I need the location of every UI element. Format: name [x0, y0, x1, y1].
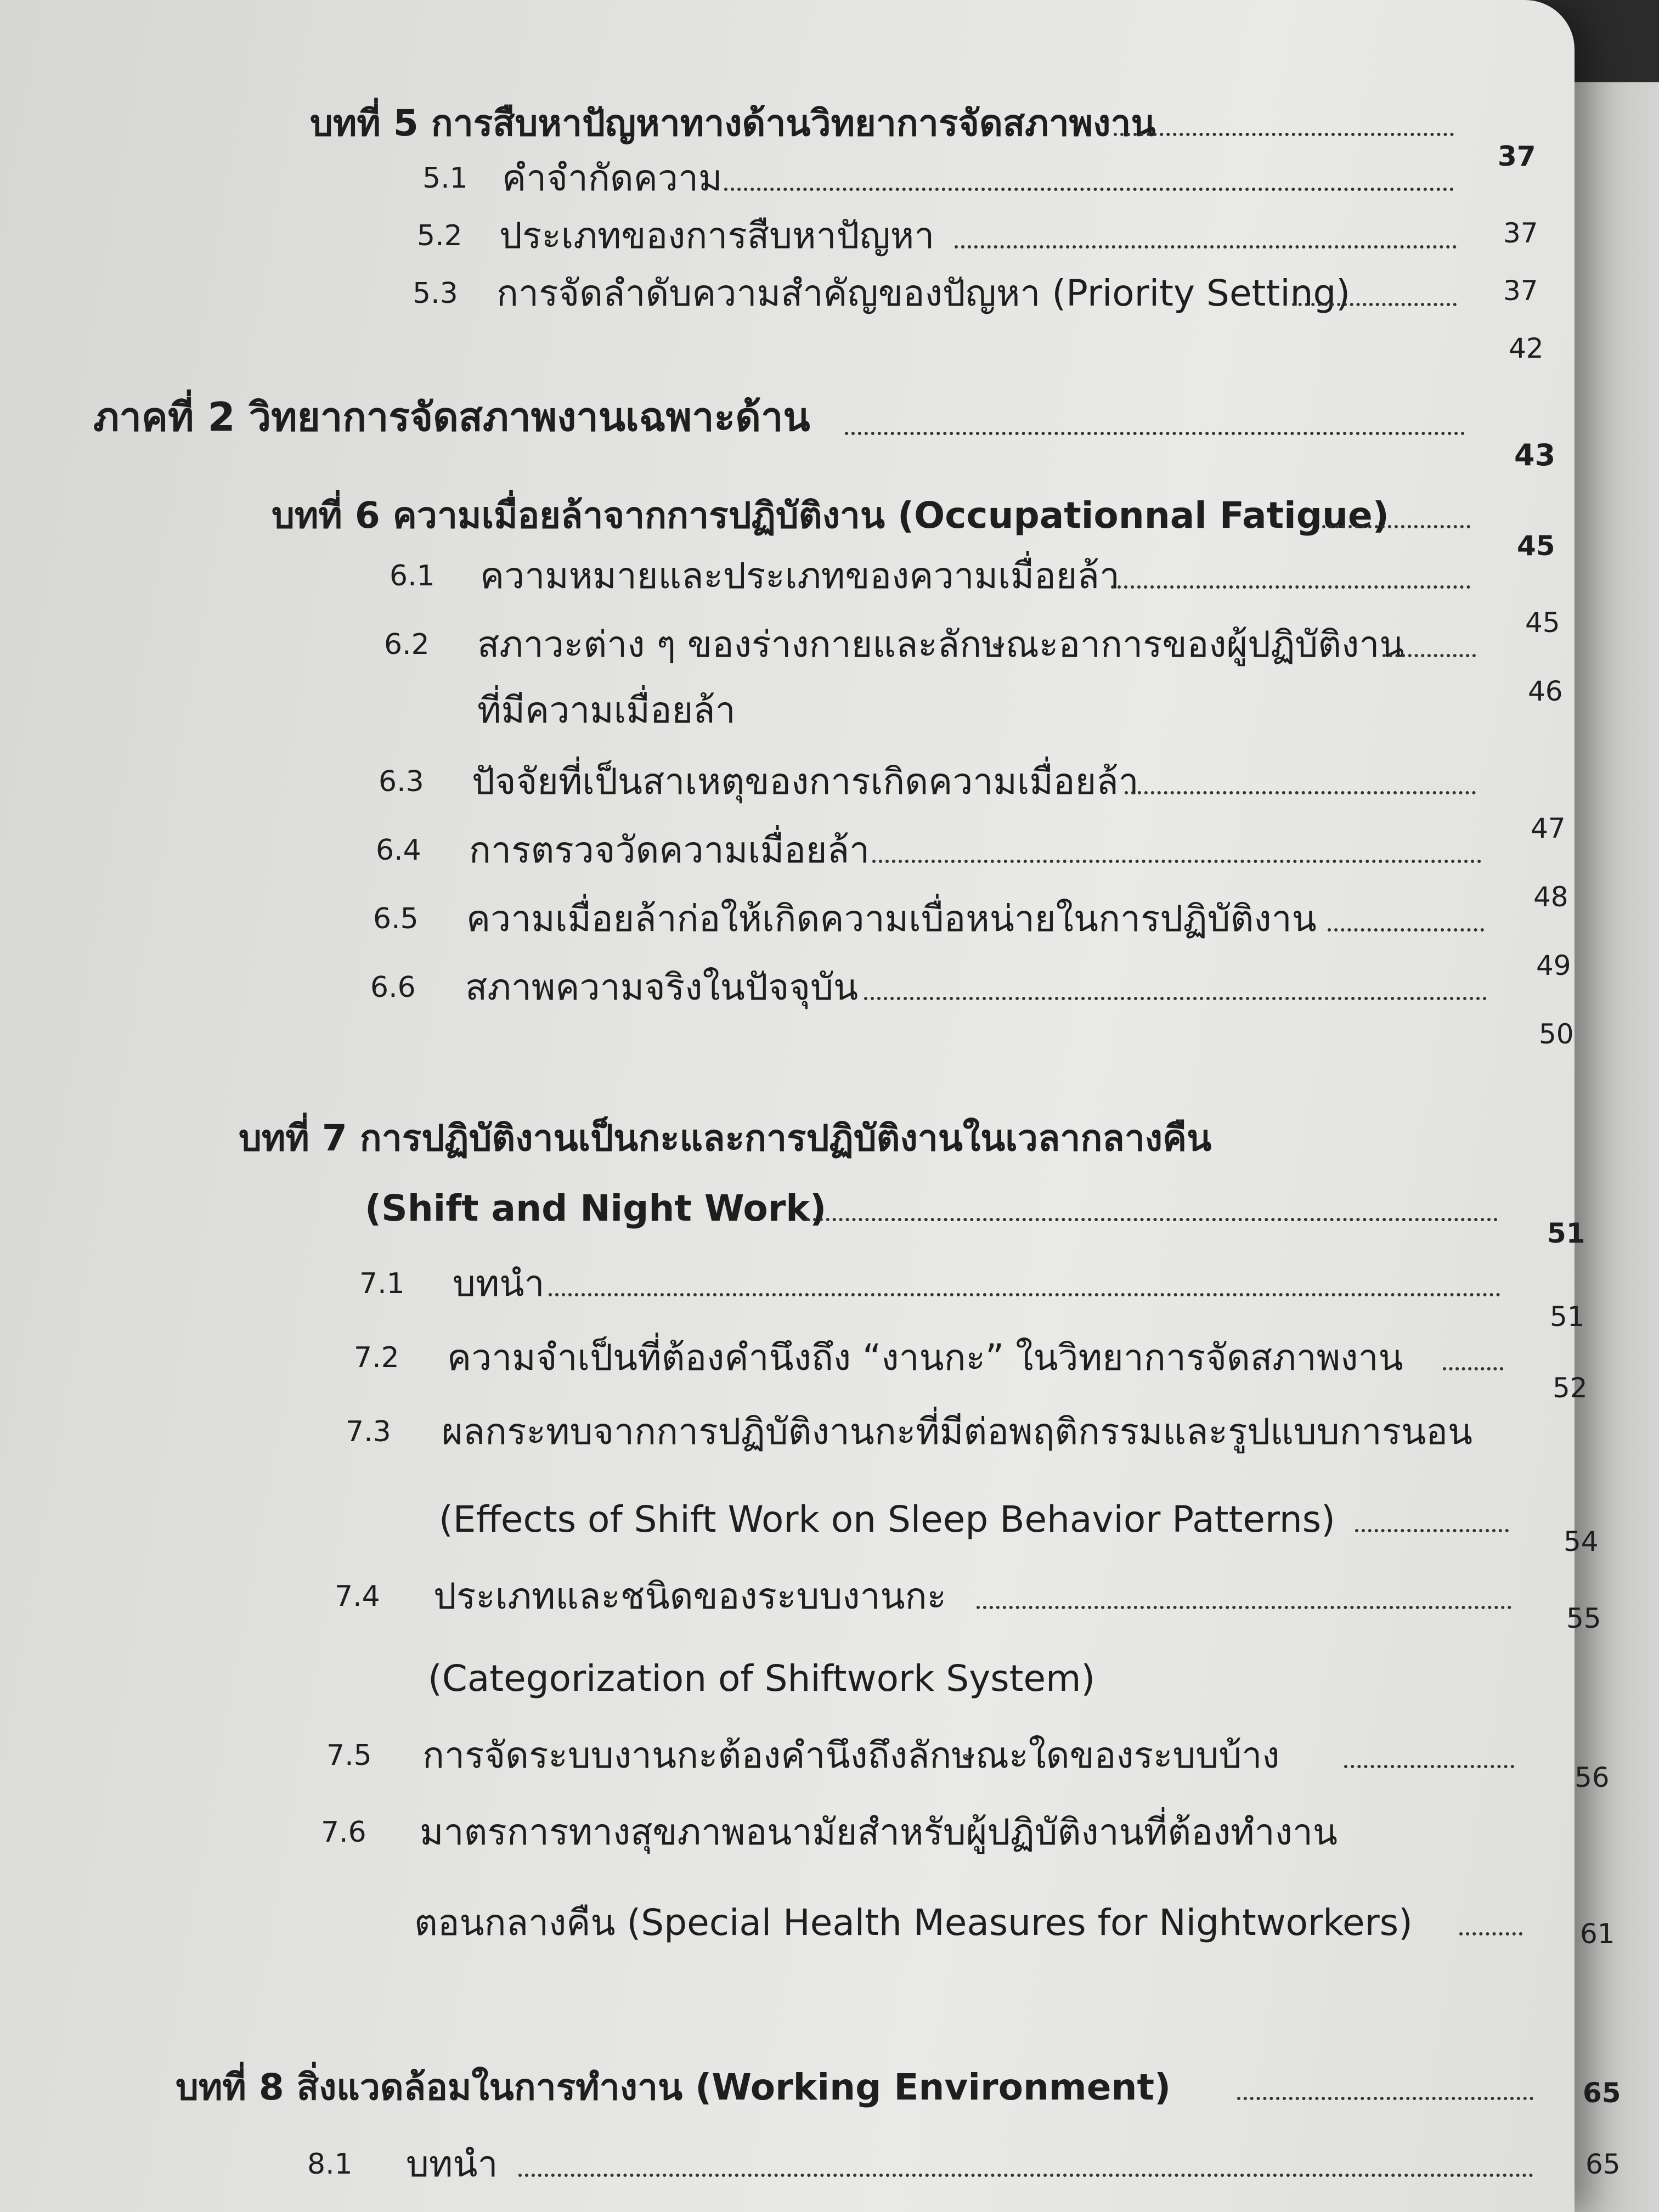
- dot-leader: [1292, 303, 1457, 306]
- toc-entry-title: ปัจจัยที่เป็นสาเหตุของการเกิดความเมื่อยล้า: [472, 760, 1139, 803]
- toc-section-number: 5.3: [413, 277, 458, 310]
- dot-leader: [1459, 1932, 1522, 1936]
- toc-entry-title: บทที่ 8 สิ่งแวดล้อมในการทำงาน (Working Environment): [176, 2066, 1171, 2108]
- dot-leader: [724, 188, 1454, 191]
- toc-entry-title: สภาพความจริงในปัจจุบัน: [465, 966, 859, 1008]
- toc-page-number: 45: [1517, 530, 1555, 562]
- toc-section-number: 5.1: [422, 162, 468, 195]
- dot-leader: [1114, 133, 1454, 136]
- toc-section-number: 7.1: [359, 1267, 405, 1300]
- toc-page-number: 65: [1585, 2148, 1621, 2180]
- toc-page-number: 61: [1580, 1918, 1615, 1950]
- toc-entry-title: บทที่ 6 ความเมื่อยล้าจากการปฏิบัติงาน (Occupationnal Fatigue): [272, 494, 1389, 537]
- toc-section-number: 7.2: [354, 1341, 399, 1374]
- dot-leader: [1322, 525, 1470, 528]
- dot-leader: [872, 860, 1481, 863]
- toc-page-number: 45: [1525, 607, 1560, 639]
- dot-leader: [1237, 2097, 1533, 2100]
- toc-section-number: 7.4: [335, 1580, 380, 1613]
- toc-page-number: 48: [1533, 881, 1568, 913]
- toc-entry-title-continued: (Effects of Shift Work on Sleep Behavior Patterns): [439, 1498, 1335, 1541]
- dot-leader: [549, 1293, 1500, 1296]
- toc-entry-title-continued: ที่มีความเมื่อยล้า: [477, 689, 736, 731]
- toc-entry-title: สภาวะต่าง ๆ ของร่างกายและลักษณะอาการของผู้ปฏิบัติงาน: [477, 623, 1404, 665]
- dot-leader: [1344, 1765, 1514, 1768]
- toc-entry-title: ความเมื่อยล้าก่อให้เกิดความเบื่อหน่ายในการปฏิบัติงาน: [466, 898, 1317, 940]
- underlying-page-edge: [1569, 82, 1659, 2212]
- toc-page-number: 65: [1583, 2077, 1621, 2109]
- dot-leader: [1383, 654, 1476, 657]
- toc-entry-title: ภาคที่ 2 วิทยาการจัดสภาพงานเฉพาะด้าน: [93, 394, 810, 440]
- toc-page-number: 42: [1509, 332, 1544, 364]
- toc-section-number: 8.1: [307, 2148, 353, 2181]
- toc-entry-title: การจัดลำดับความสำคัญของปัญหา (Priority Setting): [496, 272, 1351, 314]
- toc-page-number: 54: [1564, 1526, 1599, 1558]
- dot-leader: [1355, 1529, 1509, 1532]
- toc-section-number: 7.3: [346, 1415, 391, 1448]
- toc-section-number: 6.4: [376, 834, 421, 867]
- toc-page-number: 55: [1566, 1602, 1601, 1634]
- toc-entry-title: ผลกระทบจากการปฏิบัติงานกะที่มีต่อพฤติกรรมและรูปแบบการนอน: [442, 1410, 1472, 1453]
- toc-page-number: 51: [1547, 1217, 1585, 1249]
- dot-leader: [806, 1218, 1498, 1221]
- toc-page-number: 52: [1553, 1372, 1588, 1404]
- toc-page-number: 37: [1498, 140, 1536, 172]
- toc-entry-title: คำจำกัดความ: [502, 157, 723, 199]
- dot-leader: [864, 997, 1487, 1000]
- toc-entry-title: บทนำ: [453, 1262, 545, 1305]
- dot-leader: [955, 245, 1457, 249]
- toc-page-number: 37: [1503, 275, 1538, 307]
- toc-page-number: 49: [1536, 950, 1571, 981]
- toc-section-number: 6.2: [384, 628, 430, 661]
- dot-leader: [1443, 1367, 1503, 1370]
- dot-leader: [1125, 791, 1476, 794]
- toc-page-number: 37: [1503, 217, 1538, 249]
- toc-entry-title-continued: (Shift and Night Work): [365, 1187, 827, 1229]
- toc-section-number: 6.5: [373, 902, 419, 935]
- toc-entry-title: การจัดระบบงานกะต้องคำนึงถึงลักษณะใดของระบบบ้าง: [422, 1734, 1280, 1776]
- toc-entry-title: บทนำ: [406, 2143, 498, 2185]
- toc-entry-title: ความจำเป็นที่ต้องคำนึงถึง “งานกะ” ในวิทยาการจัดสภาพงาน: [447, 1336, 1403, 1379]
- toc-entry-title: ประเภทของการสืบหาปัญหา: [499, 215, 935, 257]
- toc-section-number: 6.1: [390, 560, 435, 592]
- toc-page-number: 46: [1528, 675, 1563, 707]
- toc-entry-title: ความหมายและประเภทของความเมื่อยล้า: [480, 555, 1120, 597]
- toc-entry-title: มาตรการทางสุขภาพอนามัยสำหรับผู้ปฏิบัติงานที่ต้องทำงาน: [420, 1811, 1338, 1853]
- toc-page-number: 51: [1550, 1301, 1585, 1333]
- toc-entry-title-continued: ตอนกลางคืน (Special Health Measures for Nightworkers): [414, 1901, 1413, 1944]
- toc-entry-title-continued: (Categorization of Shiftwork System): [428, 1657, 1096, 1700]
- toc-entry-title: บทที่ 7 การปฏิบัติงานเป็นกะและการปฏิบัติงานในเวลากลางคืน: [239, 1117, 1212, 1159]
- toc-page-number: 56: [1575, 1762, 1610, 1793]
- dot-leader: [1111, 585, 1470, 589]
- toc-page-number: 50: [1539, 1018, 1574, 1050]
- toc-section-number: 7.6: [321, 1816, 366, 1849]
- dot-leader: [845, 432, 1465, 435]
- toc-section-number: 6.3: [379, 765, 424, 798]
- toc-page-number: 43: [1514, 438, 1556, 472]
- toc-entry-title: ประเภทและชนิดของระบบงานกะ: [433, 1575, 947, 1617]
- dot-leader: [977, 1606, 1511, 1609]
- dot-leader: [1328, 928, 1484, 932]
- toc-section-number: 7.5: [326, 1739, 372, 1772]
- toc-section-number: 6.6: [370, 971, 416, 1004]
- toc-page-number: 47: [1531, 812, 1566, 844]
- toc-entry-title: บทที่ 5 การสืบหาปัญหาทางด้านวิทยาการจัดสภาพงาน: [310, 102, 1156, 144]
- toc-section-number: 5.2: [417, 219, 462, 252]
- toc-entry-title: การตรวจวัดความเมื่อยล้า: [469, 829, 870, 871]
- dot-leader: [518, 2174, 1533, 2177]
